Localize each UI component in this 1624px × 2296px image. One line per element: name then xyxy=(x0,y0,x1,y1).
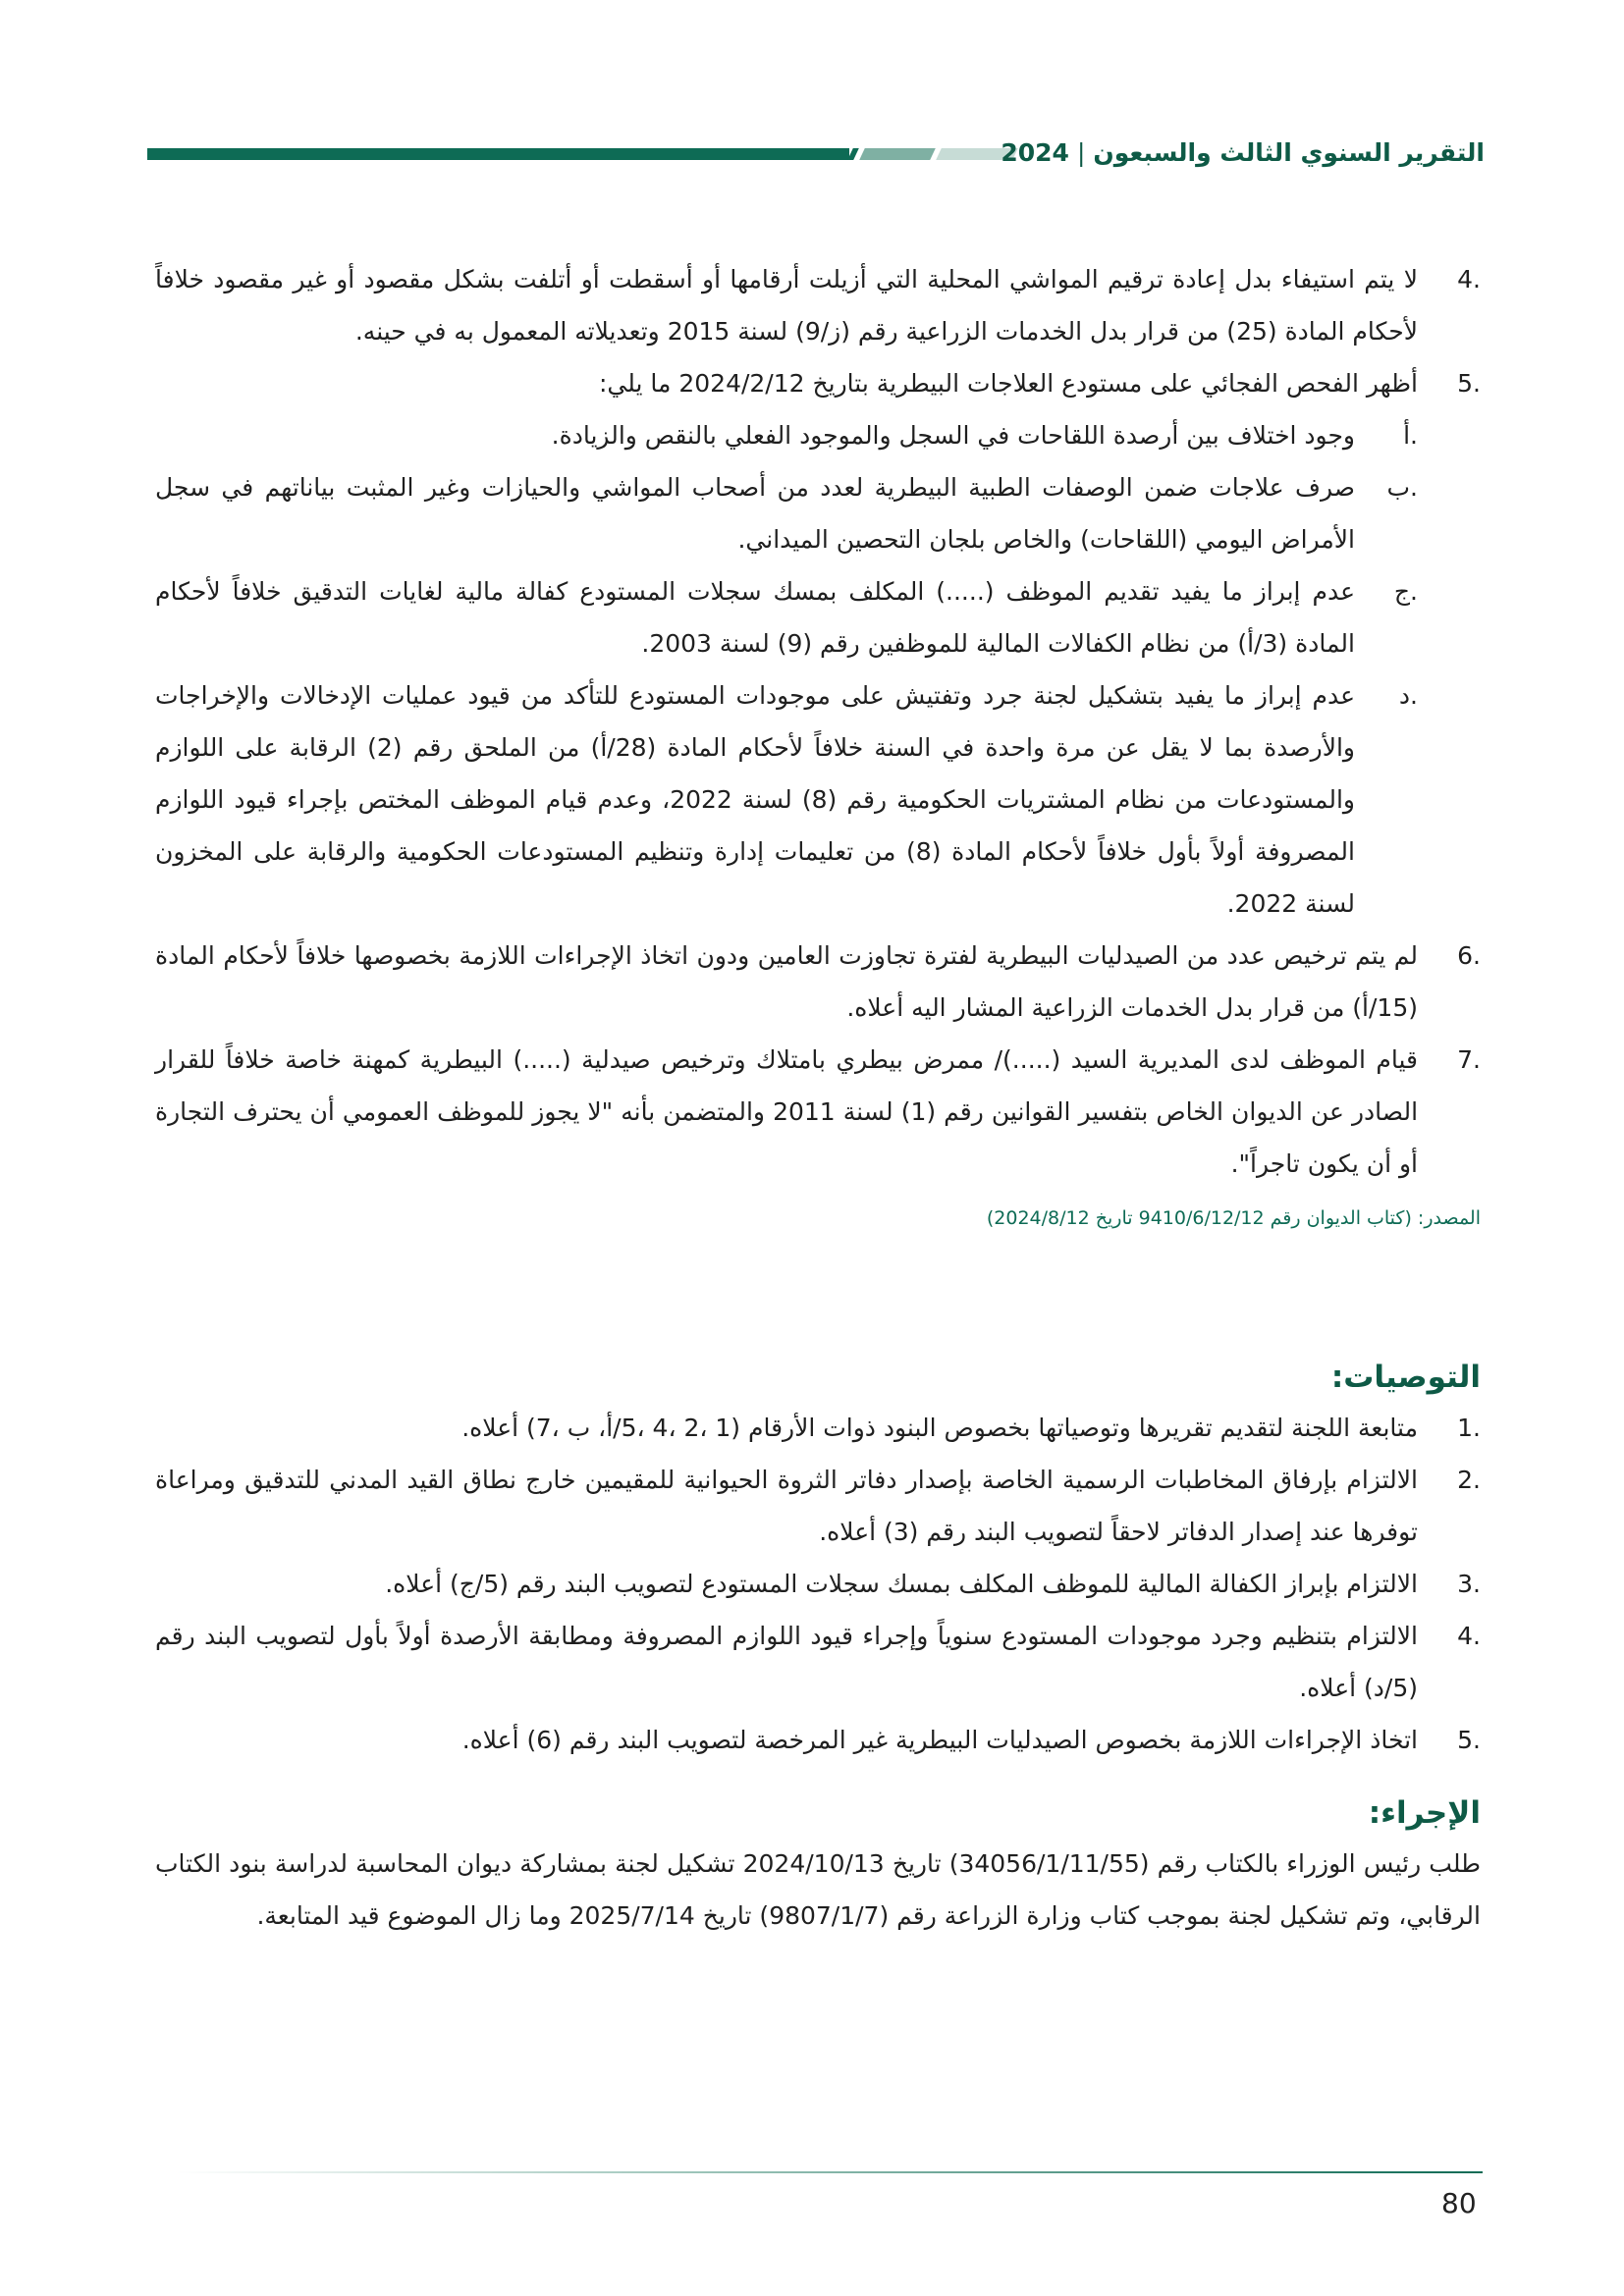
header-rule xyxy=(147,148,849,160)
sub-item-text: عدم إبراز ما يفيد بتشكيل لجنة جرد وتفتيش على موجودات المستودع للتأكد من قيود عمليات الإدخالات والإخراجات والأرصدة بما لا يقل عن مرة واحدة في السنة خلافاً لأحكام المادة (28/أ) من الملحق رقم (2) الرقابة على اللوازم والمستودعات من نظام المشتريات الحكومية رقم (8) لسنة 2022، وعدم قيام الموظف المختص بإجراء قيود اللوازم المصروفة أولاً بأول خلافاً لأحكام المادة (8) من تعليمات إدارة وتنظيم المستودعات الحكومية والرقابة على المخزون لسنة 2022. xyxy=(155,681,1355,918)
sub-item-letter: أ. xyxy=(1403,421,1418,450)
item-number: 4. xyxy=(1457,1622,1481,1650)
sub-item-letter: د. xyxy=(1398,681,1418,710)
sub-item xyxy=(155,461,1418,565)
item-number: 3. xyxy=(1457,1570,1481,1598)
action-section xyxy=(155,1789,1481,1942)
sub-item xyxy=(155,669,1418,930)
item-number: 7. xyxy=(1457,1045,1481,1074)
finding-item xyxy=(155,930,1481,1034)
header-rule-stripe xyxy=(859,148,936,160)
sub-item xyxy=(155,565,1418,669)
item-text: الالتزام بتنظيم وجرد موجودات المستودع سنوياً وإجراء قيود اللوازم المصروفة ومطابقة الأرصدة أولاً بأول لتصويب البند رقم (5/د) أعلاه. xyxy=(155,1622,1418,1702)
item-text: لم يتم ترخيص عدد من الصيدليات البيطرية لفترة تجاوزت العامين ودون اتخاذ الإجراءات اللازمة بخصوصها خلافاً لأحكام المادة (15/أ) من قرار بدل الخدمات الزراعية المشار اليه أعلاه. xyxy=(155,941,1418,1022)
recommendation-item xyxy=(155,1558,1481,1610)
sub-item-text: صرف علاجات ضمن الوصفات الطبية البيطرية لعدد من أصحاب المواشي والحيازات وغير المثبت بياناتهم في سجل الأمراض اليومي (اللقاحات) والخاص بلجان التحصين الميداني. xyxy=(155,473,1355,554)
item-number: 5. xyxy=(1457,369,1481,398)
item-text: قيام الموظف لدى المديرية السيد (.....)/ ممرض بيطري بامتلاك وترخيص صيدلية (.....) البيطرية كمهنة خاصة خلافاً للقرار الصادر عن الديوان الخاص بتفسير القوانين رقم (1) لسنة 2011 والمتضمن بأنه "لا يجوز للموظف العمومي أن يحترف التجارة أو أن يكون تاجراً". xyxy=(155,1045,1419,1178)
finding-item xyxy=(155,357,1481,409)
report-year: 2024 xyxy=(1001,138,1069,167)
finding-item xyxy=(155,253,1481,357)
sub-item-text: وجود اختلاف بين أرصدة اللقاحات في السجل والموجود الفعلي بالنقص والزيادة. xyxy=(551,421,1355,450)
header-separator: | xyxy=(1076,138,1086,167)
page-header xyxy=(147,135,1485,171)
source-note: المصدر: (كتاب الديوان رقم 9410/6/12/12 تاريخ 2024/8/12) xyxy=(986,1207,1481,1229)
findings-list xyxy=(155,253,1481,1233)
footer-rule xyxy=(177,2171,1483,2173)
recommendation-item xyxy=(155,1610,1481,1714)
recommendations-heading: التوصيات: xyxy=(1330,1360,1481,1395)
item-text: متابعة اللجنة لتقديم تقريرها وتوصياتها بخصوص البنود ذوات الأرقام (1 ،2 ،4 ،5/أ، ب ،7) أعلاه. xyxy=(461,1414,1418,1442)
item-text: لا يتم استيفاء بدل إعادة ترقيم المواشي المحلية التي أزيلت أرقامها أو أسقطت أو أتلفت بشكل مقصود أو غير مقصود خلافاً لأحكام المادة (25) من قرار بدل الخدمات الزراعية رقم (ز/9) لسنة 2015 وتعديلاته المعمول به في حينه. xyxy=(155,265,1418,346)
recommendations-section xyxy=(155,1353,1481,1766)
item-text: الالتزام بإرفاق المخاطبات الرسمية الخاصة بإصدار دفاتر الثروة الحيوانية للمقيمين خارج نطاق القيد المدني للتدقيق ومراعاة توفرها عند إصدار الدفاتر لاحقاً لتصويب البند رقم (3) أعلاه. xyxy=(155,1466,1418,1546)
item-text: اتخاذ الإجراءات اللازمة بخصوص الصيدليات البيطرية غير المرخصة لتصويب البند رقم (6) أعلاه. xyxy=(461,1726,1418,1754)
item-number: 2. xyxy=(1457,1466,1481,1494)
sub-item-text: عدم إبراز ما يفيد تقديم الموظف (.....) المكلف بمسك سجلات المستودع كفالة مالية لغايات التدقيق خلافاً لأحكام المادة (3/أ) من نظام الكفالات المالية للموظفين رقم (9) لسنة 2003. xyxy=(155,577,1355,658)
action-heading: الإجراء: xyxy=(1368,1795,1481,1831)
recommendation-item xyxy=(155,1714,1481,1766)
recommendation-item xyxy=(155,1402,1481,1454)
action-text: طلب رئيس الوزراء بالكتاب رقم (34056/1/11/55) تاريخ 2024/10/13 تشكيل لجنة بمشاركة ديوان المحاسبة لدراسة بنود الكتاب الرقابي، وتم تشكيل لجنة بموجب كتاب وزارة الزراعة رقم (9807/1/7) تاريخ 2025/7/14 وما زال الموضوع قيد المتابعة. xyxy=(155,1849,1482,1930)
item-number: 1. xyxy=(1457,1414,1481,1442)
sub-item-letter: ج. xyxy=(1393,577,1418,606)
page-number: 80 xyxy=(1441,2187,1477,2219)
report-title xyxy=(991,135,1485,171)
item-number: 5. xyxy=(1457,1726,1481,1754)
sub-item-letter: ب. xyxy=(1386,473,1418,502)
item-number: 6. xyxy=(1457,941,1481,970)
finding-item xyxy=(155,1034,1481,1190)
report-title-text: التقرير السنوي الثالث والسبعون xyxy=(1093,138,1485,167)
item-text: أظهر الفحص الفجائي على مستودع العلاجات البيطرية بتاريخ 2024/2/12 ما يلي: xyxy=(598,369,1418,398)
sub-item xyxy=(155,409,1418,461)
item-text: الالتزام بإبراز الكفالة المالية للموظف المكلف بمسك سجلات المستودع لتصويب البند رقم (5/ج) أعلاه. xyxy=(385,1570,1418,1598)
recommendation-item xyxy=(155,1454,1481,1558)
item-number: 4. xyxy=(1457,265,1481,294)
